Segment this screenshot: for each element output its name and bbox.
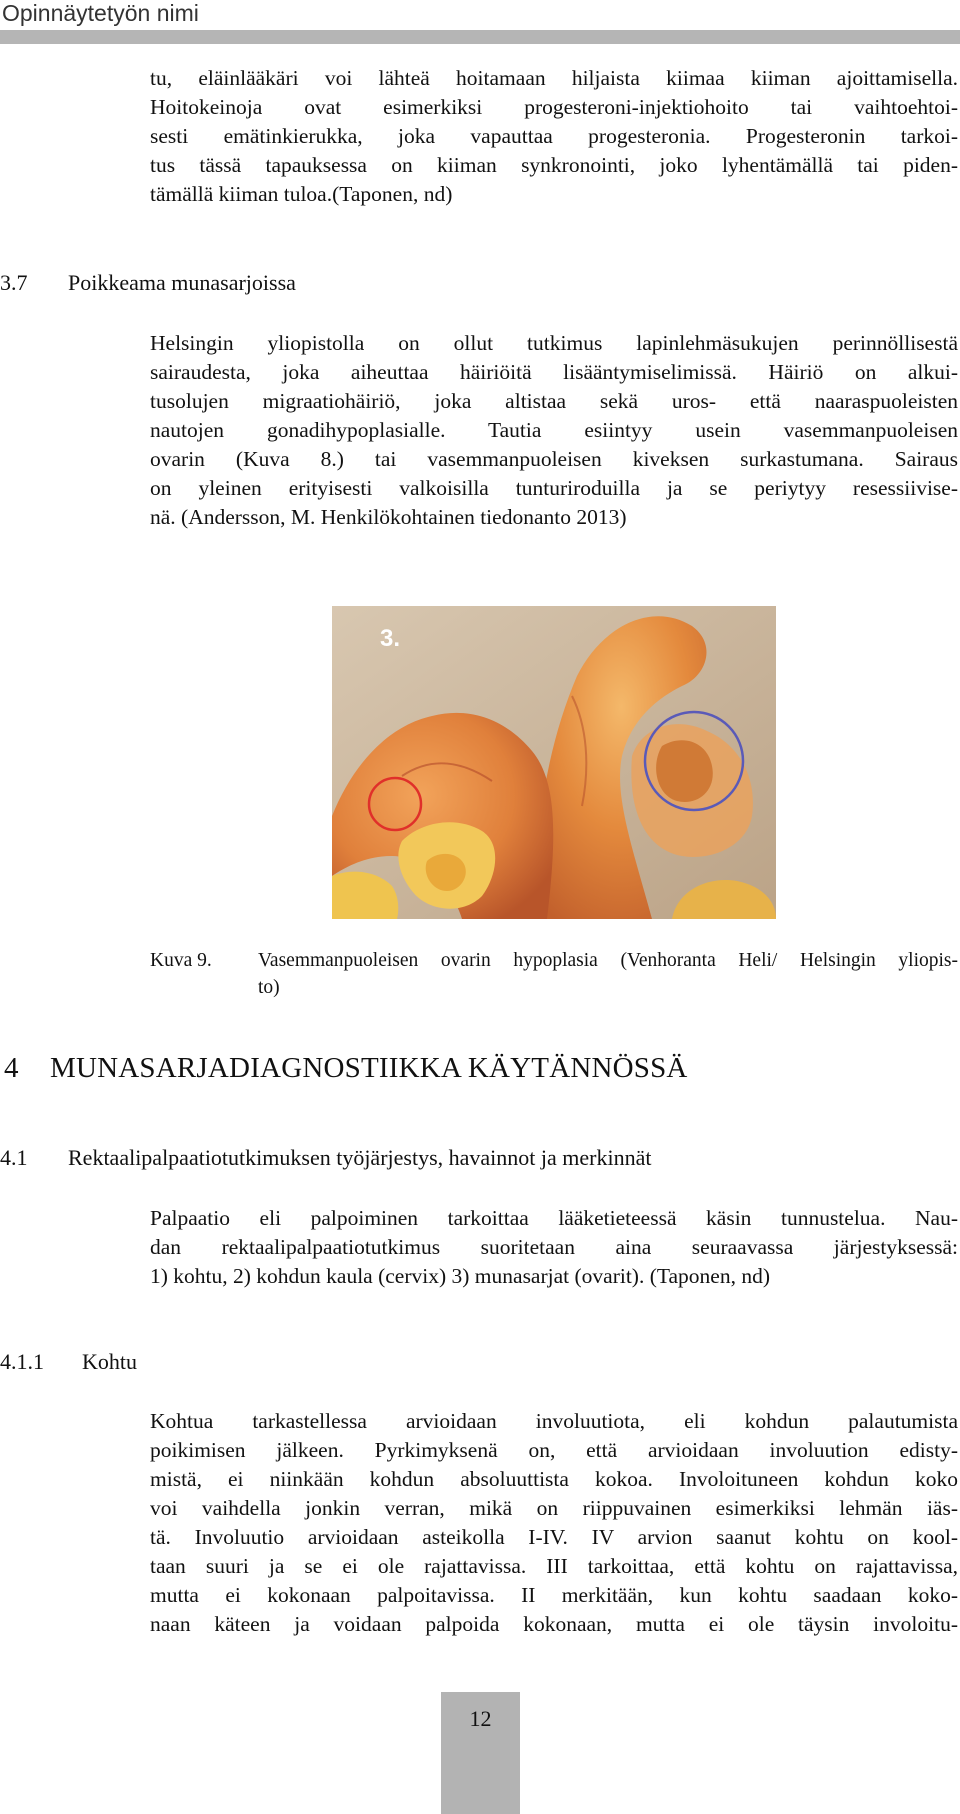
section-heading-4-1 — [0, 1145, 651, 1171]
paragraph-line: poikimisen jälkeen. Pyrkimyksenä on, että arvioidaan involuution edisty- — [150, 1438, 958, 1462]
section-heading-4-1-1 — [0, 1349, 137, 1375]
section-title: Kohtu — [82, 1349, 137, 1374]
paragraph-line: mutta ei kokonaan palpoitavissa. II merkitään, kun kohtu saadaan koko- — [150, 1583, 958, 1607]
paragraph-line: on yleinen erityisesti valkoisilla tunturiroduilla ja se periytyy resessiivise- — [150, 476, 958, 500]
paragraph-line: naan käteen ja voidaan palpoida kokonaan, mutta ei ole täysin involoitu- — [150, 1612, 958, 1636]
paragraph-line: voi vaihdella jonkin verran, mikä on riippuvainen esimerkiksi lehmän iäs- — [150, 1496, 958, 1520]
paragraph-line: 1) kohtu, 2) kohdun kaula (cervix) 3) munasarjat (ovarit). (Taponen, nd) — [150, 1264, 771, 1288]
page-number: 12 — [469, 1706, 492, 1731]
figure-marker: 3. — [380, 625, 401, 652]
running-header-title: Opinnäytetyön nimi — [2, 0, 199, 26]
figure-ovary-photo — [332, 606, 776, 919]
section-heading-3-7 — [0, 270, 296, 296]
caption-line: to) — [258, 977, 280, 998]
chapter-heading-4 — [4, 1052, 688, 1085]
section-title: Poikkeama munasarjoissa — [68, 270, 296, 295]
paragraph-line: nautojen gonadihypoplasialle. Tautia esiintyy usein vasemmanpuoleisen — [150, 418, 958, 442]
paragraph-line: taan suuri ja se ei ole rajattavissa. III tarkoittaa, että kohtu on rajattavissa, — [150, 1554, 958, 1578]
paragraph-line: Helsingin yliopistolla on ollut tutkimus lapinlehmäsukujen perinnöllisestä — [150, 331, 958, 355]
chapter-number: 4 — [4, 1052, 19, 1084]
paragraph-line: sairaudesta, joka aiheuttaa häiriöitä lisääntymiselimissä. Häiriö on alkui- — [150, 360, 958, 384]
section-title: Rektaalipalpaatiotutkimuksen työjärjestys, havainnot ja merkinnät — [68, 1145, 652, 1170]
paragraph-line: sesti emätinkierukka, joka vapauttaa progesteronia. Progesteronin tarkoi- — [150, 124, 958, 148]
paragraph-line: tä. Involuutio arvioidaan asteikolla I-IV. IV arvion saanut kohtu on kool- — [150, 1525, 958, 1549]
ovary-photo-image — [332, 606, 776, 919]
paragraph-line: Hoitokeinoja ovat esimerkiksi progesteroni-injektiohoito tai vaihtoehtoi- — [150, 95, 958, 119]
chapter-title: MUNASARJADIAGNOSTIIKKA KÄYTÄNNÖSSÄ — [50, 1052, 688, 1084]
caption-label: Kuva 9. — [150, 950, 212, 971]
paragraph-3-7 — [150, 329, 958, 532]
section-number: 4.1.1 — [0, 1349, 44, 1374]
section-number: 3.7 — [0, 270, 28, 295]
paragraph-line: tus tässä tapauksessa on kiiman synkronointi, joko lyhentämällä tai piden- — [150, 153, 958, 177]
paragraph-line: ovarin (Kuva 8.) tai vasemmanpuoleisen kiveksen surkastumana. Sairaus — [150, 447, 958, 471]
caption-text — [258, 947, 958, 1001]
paragraph-intro — [150, 64, 958, 209]
paragraph-line: Palpaatio eli palpoiminen tarkoittaa lääketieteessä käsin tunnustelua. Nau- — [150, 1206, 958, 1230]
paragraph-line: dan rektaalipalpaatiotutkimus suoritetaan aina seuraavassa järjestyksessä: — [150, 1235, 958, 1259]
page-number-box — [441, 1692, 520, 1814]
paragraph-4-1-1 — [150, 1407, 958, 1639]
paragraph-line: nä. (Andersson, M. Henkilökohtainen tiedonanto 2013) — [150, 505, 627, 529]
paragraph-line: tusolujen migraatiohäiriö, joka altistaa sekä uros- että naaraspuoleisten — [150, 389, 958, 413]
paragraph-line: tämällä kiiman tuloa.(Taponen, nd) — [150, 182, 453, 206]
paragraph-line: Kohtua tarkastellessa arvioidaan involuutiota, eli kohdun palautumista — [150, 1409, 958, 1433]
paragraph-4-1 — [150, 1204, 958, 1291]
header-rule — [0, 30, 960, 44]
section-number: 4.1 — [0, 1145, 28, 1170]
paragraph-line: mistä, ei niinkään kohdun absoluuttista kokoa. Involoituneen kohdun koko — [150, 1467, 958, 1491]
caption-line: Vasemmanpuoleisen ovarin hypoplasia (Venhoranta Heli/ Helsingin yliopis- — [258, 950, 958, 971]
paragraph-line: tu, eläinlääkäri voi lähteä hoitamaan hiljaista kiimaa kiiman ajoittamisella. — [150, 66, 958, 90]
